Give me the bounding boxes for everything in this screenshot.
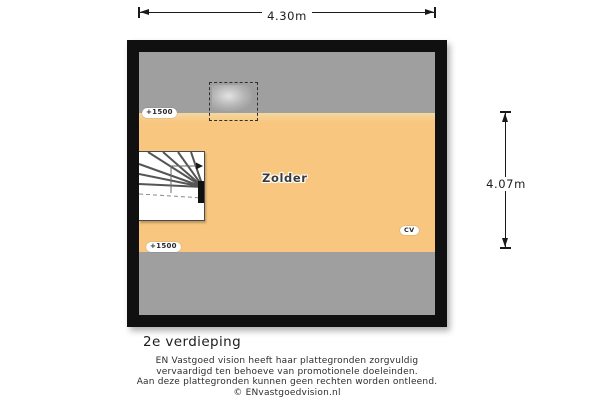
width-value: 4.30m (262, 9, 312, 23)
roof-window-glass (212, 85, 252, 111)
room-label-zolder: Zolder (262, 171, 308, 185)
floor-title: 2e verdieping (143, 334, 242, 350)
roof-window-icon (209, 82, 258, 121)
height-marker-top-text: +1500 (146, 108, 173, 116)
disclaimer-copyright: © ENvastgoedvision.nl (233, 387, 341, 398)
height-marker-bottom-text: +1500 (150, 242, 177, 250)
height-dimension-label (479, 173, 533, 192)
floorplan-outline (127, 40, 447, 327)
arrow-up-icon (502, 113, 508, 122)
cv-marker-text: CV (404, 226, 415, 234)
disclaimer-line: EN Vastgoed vision heeft haar plattegronden zorgvuldig (155, 356, 419, 366)
height-marker-bottom (146, 242, 181, 252)
low-headroom-zone-top (139, 52, 435, 113)
height-dimension-bottom-tick (500, 247, 511, 249)
height-marker-top (142, 108, 177, 118)
arrow-down-icon (502, 238, 508, 247)
winder-stairs-icon (139, 152, 204, 220)
disclaimer-line: Aan deze plattegronden kunnen geen rechten worden ontleend. (136, 377, 438, 388)
height-value: 4.07m (481, 177, 531, 191)
disclaimer (72, 356, 502, 398)
staircase-symbol (139, 151, 205, 221)
handrail-post-icon (198, 181, 204, 203)
disclaimer-line: vervaardigd ten behoeve van promotionele doeleinden. (156, 366, 418, 377)
low-headroom-zone-bottom (139, 252, 435, 315)
width-dimension-label (139, 5, 435, 24)
cv-boiler-marker (400, 226, 419, 235)
attic-interior (139, 52, 435, 315)
